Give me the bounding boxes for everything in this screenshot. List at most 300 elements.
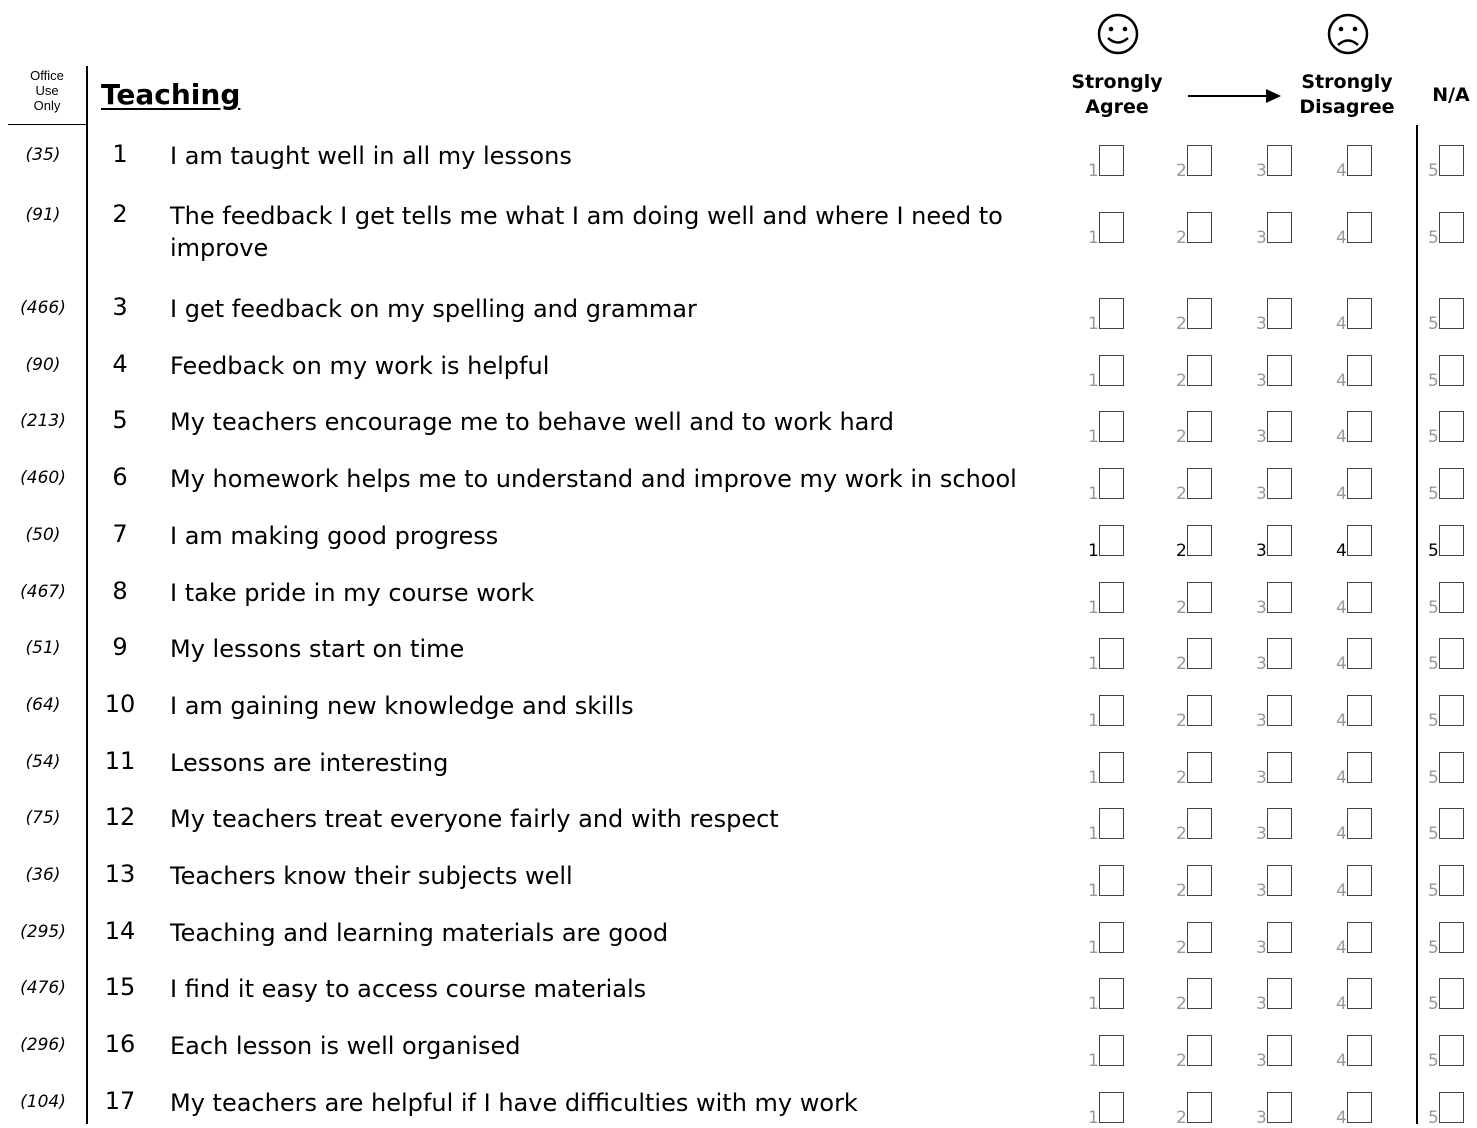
rating-option-1[interactable] [1088, 355, 1148, 391]
option-number: 4 [1336, 881, 1347, 901]
rating-option-3[interactable] [1256, 1092, 1316, 1128]
question-text-line: Feedback on my work is helpful [170, 352, 550, 380]
section-title: Teaching [101, 78, 241, 111]
question-text [170, 350, 1030, 382]
rating-checkbox[interactable] [1099, 411, 1124, 442]
option-number: 5 [1428, 541, 1439, 561]
rating-option-3[interactable] [1256, 808, 1316, 844]
rating-option-4[interactable] [1336, 695, 1396, 731]
rating-option-1[interactable] [1088, 865, 1148, 901]
option-number: 4 [1336, 994, 1347, 1014]
question-number: 17 [104, 1087, 136, 1115]
rating-option-1[interactable] [1088, 922, 1148, 958]
rating-option-3[interactable] [1256, 1035, 1316, 1071]
rating-option-4[interactable] [1336, 1092, 1396, 1128]
option-number: 1 [1088, 824, 1099, 844]
rating-option-5[interactable] [1428, 525, 1477, 561]
option-number: 4 [1336, 161, 1347, 181]
rating-option-4[interactable] [1336, 145, 1396, 181]
rating-checkbox[interactable] [1347, 355, 1372, 386]
question-text [170, 140, 1030, 172]
question-text-line: I am taught well in all my lessons [170, 142, 572, 170]
rating-checkbox[interactable] [1099, 638, 1124, 669]
office-code: (467) [20, 582, 66, 602]
option-number: 4 [1336, 371, 1347, 391]
option-number: 3 [1256, 598, 1267, 618]
option-number: 5 [1428, 938, 1439, 958]
option-number: 1 [1088, 1108, 1099, 1128]
rating-checkbox[interactable] [1187, 1035, 1212, 1066]
office-use-line-2: Use [35, 83, 59, 98]
rating-option-2[interactable] [1176, 638, 1236, 674]
rating-checkbox[interactable] [1267, 865, 1292, 896]
rating-checkbox[interactable] [1347, 978, 1372, 1009]
rating-option-5[interactable] [1428, 978, 1477, 1014]
option-number: 1 [1088, 427, 1099, 447]
option-number: 3 [1256, 711, 1267, 731]
rating-checkbox[interactable] [1439, 468, 1464, 499]
rating-checkbox[interactable] [1187, 411, 1212, 442]
rating-checkbox[interactable] [1347, 865, 1372, 896]
option-number: 3 [1256, 161, 1267, 181]
rating-option-2[interactable] [1176, 695, 1236, 731]
option-number: 4 [1336, 314, 1347, 334]
rating-checkbox[interactable] [1267, 922, 1292, 953]
office-code: (466) [20, 298, 66, 318]
rating-option-1[interactable] [1088, 695, 1148, 731]
option-number: 4 [1336, 484, 1347, 504]
rating-option-4[interactable] [1336, 212, 1396, 248]
rating-checkbox[interactable] [1267, 212, 1292, 243]
rating-checkbox[interactable] [1267, 411, 1292, 442]
rating-option-1[interactable] [1088, 212, 1148, 248]
rating-option-3[interactable] [1256, 582, 1316, 618]
rating-checkbox[interactable] [1099, 298, 1124, 329]
rating-checkbox[interactable] [1439, 582, 1464, 613]
rating-checkbox[interactable] [1099, 1035, 1124, 1066]
rating-checkbox[interactable] [1347, 468, 1372, 499]
option-number: 2 [1176, 711, 1187, 731]
option-number: 1 [1088, 654, 1099, 674]
agree-line-2: Agree [1085, 96, 1149, 118]
rating-checkbox[interactable] [1187, 582, 1212, 613]
option-number: 2 [1176, 938, 1187, 958]
question-text [170, 1030, 1030, 1062]
rating-checkbox[interactable] [1187, 978, 1212, 1009]
rating-option-4[interactable] [1336, 1035, 1396, 1071]
question-text-line: I am making good progress [170, 522, 499, 550]
strongly-disagree-header [1290, 70, 1404, 120]
option-number: 1 [1088, 1051, 1099, 1071]
rating-checkbox[interactable] [1439, 695, 1464, 726]
rating-option-5[interactable] [1428, 355, 1477, 391]
rating-checkbox[interactable] [1439, 865, 1464, 896]
rating-checkbox[interactable] [1099, 468, 1124, 499]
rating-checkbox[interactable] [1347, 695, 1372, 726]
option-number: 1 [1088, 881, 1099, 901]
rating-checkbox[interactable] [1347, 1035, 1372, 1066]
question-number: 5 [112, 406, 128, 434]
option-number: 3 [1256, 994, 1267, 1014]
rating-option-3[interactable] [1256, 212, 1316, 248]
rating-option-2[interactable] [1176, 752, 1236, 788]
option-number: 3 [1256, 541, 1267, 561]
rating-checkbox[interactable] [1267, 355, 1292, 386]
option-number: 4 [1336, 1108, 1347, 1128]
question-text [170, 577, 1030, 609]
option-number: 5 [1428, 427, 1439, 447]
rating-checkbox[interactable] [1439, 638, 1464, 669]
option-number: 3 [1256, 1051, 1267, 1071]
question-text-line: My teachers are helpful if I have difficulties with my work [170, 1089, 858, 1117]
rating-option-3[interactable] [1256, 145, 1316, 181]
office-code: (213) [20, 411, 66, 431]
option-number: 1 [1088, 541, 1099, 561]
question-text-line: My teachers encourage me to behave well and to work hard [170, 408, 895, 436]
rating-checkbox[interactable] [1187, 525, 1212, 556]
rating-option-4[interactable] [1336, 978, 1396, 1014]
rating-option-5[interactable] [1428, 865, 1477, 901]
rating-checkbox[interactable] [1439, 298, 1464, 329]
question-number: 6 [112, 463, 128, 491]
rating-checkbox[interactable] [1267, 638, 1292, 669]
option-number: 5 [1428, 1051, 1439, 1071]
question-number: 9 [112, 633, 128, 661]
option-number: 2 [1176, 654, 1187, 674]
question-text-line: My lessons start on time [170, 635, 465, 663]
option-number: 1 [1088, 711, 1099, 731]
question-text-line: Each lesson is well organised [170, 1032, 521, 1060]
rating-checkbox[interactable] [1187, 752, 1212, 783]
rating-option-1[interactable] [1088, 411, 1148, 447]
question-text-line: I take pride in my course work [170, 579, 535, 607]
rating-option-3[interactable] [1256, 695, 1316, 731]
rating-checkbox[interactable] [1347, 411, 1372, 442]
rating-option-1[interactable] [1088, 525, 1148, 561]
rating-checkbox[interactable] [1267, 808, 1292, 839]
question-number: 16 [104, 1030, 136, 1058]
rating-option-1[interactable] [1088, 1035, 1148, 1071]
rating-option-3[interactable] [1256, 468, 1316, 504]
option-number: 4 [1336, 711, 1347, 731]
rating-option-5[interactable] [1428, 808, 1477, 844]
rating-checkbox[interactable] [1347, 145, 1372, 176]
rating-option-5[interactable] [1428, 1092, 1477, 1128]
rating-option-5[interactable] [1428, 1035, 1477, 1071]
option-number: 2 [1176, 427, 1187, 447]
rating-checkbox[interactable] [1187, 355, 1212, 386]
rating-checkbox[interactable] [1439, 922, 1464, 953]
rating-option-5[interactable] [1428, 638, 1477, 674]
rating-checkbox[interactable] [1267, 145, 1292, 176]
rating-option-2[interactable] [1176, 1092, 1236, 1128]
rating-option-5[interactable] [1428, 922, 1477, 958]
rating-checkbox[interactable] [1267, 468, 1292, 499]
option-number: 3 [1256, 427, 1267, 447]
rating-option-5[interactable] [1428, 752, 1477, 788]
rating-checkbox[interactable] [1267, 1035, 1292, 1066]
question-text [170, 200, 1030, 264]
option-number: 1 [1088, 938, 1099, 958]
question-text-line: Teachers know their subjects well [170, 862, 573, 890]
rating-checkbox[interactable] [1187, 468, 1212, 499]
question-text [170, 690, 1030, 722]
rating-checkbox[interactable] [1267, 1092, 1292, 1123]
rating-checkbox[interactable] [1439, 752, 1464, 783]
office-code: (104) [20, 1092, 66, 1112]
rating-option-1[interactable] [1088, 638, 1148, 674]
rating-option-5[interactable] [1428, 582, 1477, 618]
rating-option-2[interactable] [1176, 355, 1236, 391]
question-text [170, 973, 1030, 1005]
question-number: 4 [112, 350, 128, 378]
rating-checkbox[interactable] [1099, 922, 1124, 953]
rating-checkbox[interactable] [1187, 212, 1212, 243]
option-number: 1 [1088, 484, 1099, 504]
option-number: 2 [1176, 484, 1187, 504]
option-number: 4 [1336, 1051, 1347, 1071]
option-number: 2 [1176, 314, 1187, 334]
rating-option-3[interactable] [1256, 865, 1316, 901]
rating-option-3[interactable] [1256, 298, 1316, 334]
question-text-line: improve [170, 234, 269, 262]
office-code: (90) [25, 355, 61, 375]
frowning-face-icon [1326, 12, 1370, 56]
rating-option-3[interactable] [1256, 411, 1316, 447]
rating-checkbox[interactable] [1267, 525, 1292, 556]
arrow-right-icon [1186, 86, 1282, 106]
option-number: 5 [1428, 371, 1439, 391]
question-text [170, 463, 1030, 495]
rating-checkbox[interactable] [1187, 808, 1212, 839]
question-number: 12 [104, 803, 136, 831]
rating-option-5[interactable] [1428, 695, 1477, 731]
option-number: 4 [1336, 824, 1347, 844]
office-code: (54) [25, 752, 61, 772]
rating-option-1[interactable] [1088, 145, 1148, 181]
option-number: 2 [1176, 541, 1187, 561]
option-number: 2 [1176, 371, 1187, 391]
rating-checkbox[interactable] [1187, 298, 1212, 329]
rating-checkbox[interactable] [1439, 411, 1464, 442]
rating-option-4[interactable] [1336, 752, 1396, 788]
rating-option-2[interactable] [1176, 808, 1236, 844]
option-number: 5 [1428, 484, 1439, 504]
rating-option-4[interactable] [1336, 638, 1396, 674]
option-number: 5 [1428, 654, 1439, 674]
rating-checkbox[interactable] [1439, 978, 1464, 1009]
question-number: 14 [104, 917, 136, 945]
office-code: (35) [25, 145, 61, 165]
rating-option-2[interactable] [1176, 212, 1236, 248]
rating-checkbox[interactable] [1187, 922, 1212, 953]
rating-checkbox[interactable] [1099, 752, 1124, 783]
option-number: 1 [1088, 598, 1099, 618]
rating-checkbox[interactable] [1439, 1092, 1464, 1123]
rating-option-2[interactable] [1176, 865, 1236, 901]
rating-checkbox[interactable] [1439, 525, 1464, 556]
rating-option-5[interactable] [1428, 212, 1477, 248]
rating-checkbox[interactable] [1187, 865, 1212, 896]
option-number: 3 [1256, 314, 1267, 334]
option-number: 2 [1176, 598, 1187, 618]
question-number: 2 [112, 200, 128, 228]
office-code: (91) [25, 205, 61, 225]
rating-checkbox[interactable] [1099, 145, 1124, 176]
rating-checkbox[interactable] [1187, 695, 1212, 726]
rating-checkbox[interactable] [1187, 1092, 1212, 1123]
rating-checkbox[interactable] [1439, 145, 1464, 176]
rating-checkbox[interactable] [1347, 582, 1372, 613]
rating-option-3[interactable] [1256, 978, 1316, 1014]
rating-option-2[interactable] [1176, 1035, 1236, 1071]
question-text [170, 520, 1030, 552]
rating-option-3[interactable] [1256, 525, 1316, 561]
rating-option-2[interactable] [1176, 582, 1236, 618]
office-code: (50) [25, 525, 61, 545]
option-number: 2 [1176, 824, 1187, 844]
rating-checkbox[interactable] [1347, 298, 1372, 329]
rating-checkbox[interactable] [1099, 525, 1124, 556]
rating-option-4[interactable] [1336, 525, 1396, 561]
rating-option-1[interactable] [1088, 978, 1148, 1014]
question-number: 7 [112, 520, 128, 548]
option-number: 5 [1428, 1108, 1439, 1128]
rating-option-3[interactable] [1256, 922, 1316, 958]
rating-option-5[interactable] [1428, 145, 1477, 181]
option-number: 1 [1088, 161, 1099, 181]
option-number: 5 [1428, 161, 1439, 181]
office-code: (51) [25, 638, 61, 658]
rating-checkbox[interactable] [1099, 978, 1124, 1009]
rating-option-3[interactable] [1256, 638, 1316, 674]
rating-option-3[interactable] [1256, 752, 1316, 788]
office-use-underline [8, 124, 86, 125]
rating-option-4[interactable] [1336, 355, 1396, 391]
option-number: 2 [1176, 1051, 1187, 1071]
option-number: 3 [1256, 484, 1267, 504]
option-number: 2 [1176, 161, 1187, 181]
rating-checkbox[interactable] [1267, 695, 1292, 726]
rating-checkbox[interactable] [1099, 808, 1124, 839]
rating-option-4[interactable] [1336, 865, 1396, 901]
rating-checkbox[interactable] [1267, 582, 1292, 613]
rating-option-4[interactable] [1336, 411, 1396, 447]
rating-checkbox[interactable] [1347, 525, 1372, 556]
question-number: 8 [112, 577, 128, 605]
option-number: 4 [1336, 654, 1347, 674]
rating-checkbox[interactable] [1099, 582, 1124, 613]
rating-checkbox[interactable] [1347, 1092, 1372, 1123]
option-number: 3 [1256, 768, 1267, 788]
rating-checkbox[interactable] [1439, 212, 1464, 243]
option-number: 3 [1256, 1108, 1267, 1128]
question-text-line: Teaching and learning materials are good [170, 919, 669, 947]
rating-checkbox[interactable] [1267, 298, 1292, 329]
option-number: 2 [1176, 1108, 1187, 1128]
option-number: 4 [1336, 768, 1347, 788]
rating-option-1[interactable] [1088, 298, 1148, 334]
strongly-agree-header [1062, 70, 1172, 120]
question-number: 13 [104, 860, 136, 888]
question-text [170, 803, 1030, 835]
option-number: 4 [1336, 541, 1347, 561]
option-number: 1 [1088, 371, 1099, 391]
rating-checkbox[interactable] [1439, 355, 1464, 386]
rating-option-4[interactable] [1336, 582, 1396, 618]
rating-checkbox[interactable] [1267, 752, 1292, 783]
option-number: 2 [1176, 994, 1187, 1014]
office-use-label [8, 68, 86, 113]
option-number: 4 [1336, 598, 1347, 618]
option-number: 3 [1256, 228, 1267, 248]
option-number: 5 [1428, 994, 1439, 1014]
rating-checkbox[interactable] [1099, 212, 1124, 243]
rating-checkbox[interactable] [1439, 808, 1464, 839]
rating-option-4[interactable] [1336, 298, 1396, 334]
smiley-face-icon [1096, 12, 1140, 56]
rating-option-5[interactable] [1428, 298, 1477, 334]
rating-option-1[interactable] [1088, 808, 1148, 844]
office-use-line-1: Office [30, 68, 64, 83]
rating-checkbox[interactable] [1267, 978, 1292, 1009]
rating-option-2[interactable] [1176, 922, 1236, 958]
question-text-line: I am gaining new knowledge and skills [170, 692, 634, 720]
option-number: 5 [1428, 768, 1439, 788]
rating-option-2[interactable] [1176, 978, 1236, 1014]
question-text [170, 1087, 1030, 1119]
rating-option-4[interactable] [1336, 808, 1396, 844]
rating-option-1[interactable] [1088, 1092, 1148, 1128]
rating-checkbox[interactable] [1187, 145, 1212, 176]
rating-option-5[interactable] [1428, 468, 1477, 504]
rating-checkbox[interactable] [1099, 695, 1124, 726]
rating-checkbox[interactable] [1347, 922, 1372, 953]
rating-checkbox[interactable] [1099, 355, 1124, 386]
rating-option-5[interactable] [1428, 411, 1477, 447]
question-number: 15 [104, 973, 136, 1001]
option-number: 5 [1428, 314, 1439, 334]
rating-checkbox[interactable] [1347, 808, 1372, 839]
rating-option-1[interactable] [1088, 752, 1148, 788]
rating-checkbox[interactable] [1347, 752, 1372, 783]
rating-checkbox[interactable] [1187, 638, 1212, 669]
office-code: (296) [20, 1035, 66, 1055]
option-number: 1 [1088, 768, 1099, 788]
rating-option-2[interactable] [1176, 145, 1236, 181]
option-number: 3 [1256, 654, 1267, 674]
rating-option-2[interactable] [1176, 411, 1236, 447]
question-text-line: The feedback I get tells me what I am doing well and where I need to [170, 202, 1003, 230]
rating-checkbox[interactable] [1347, 212, 1372, 243]
rating-option-2[interactable] [1176, 525, 1236, 561]
rating-checkbox[interactable] [1347, 638, 1372, 669]
option-number: 3 [1256, 881, 1267, 901]
question-number: 11 [104, 747, 136, 775]
rating-checkbox[interactable] [1439, 1035, 1464, 1066]
rating-option-3[interactable] [1256, 355, 1316, 391]
rating-option-4[interactable] [1336, 468, 1396, 504]
rating-option-1[interactable] [1088, 582, 1148, 618]
question-text-line: My homework helps me to understand and improve my work in school [170, 465, 1017, 493]
question-text [170, 293, 1030, 325]
rating-checkbox[interactable] [1099, 1092, 1124, 1123]
rating-option-2[interactable] [1176, 468, 1236, 504]
rating-option-4[interactable] [1336, 922, 1396, 958]
rating-option-2[interactable] [1176, 298, 1236, 334]
rating-checkbox[interactable] [1099, 865, 1124, 896]
rating-option-1[interactable] [1088, 468, 1148, 504]
